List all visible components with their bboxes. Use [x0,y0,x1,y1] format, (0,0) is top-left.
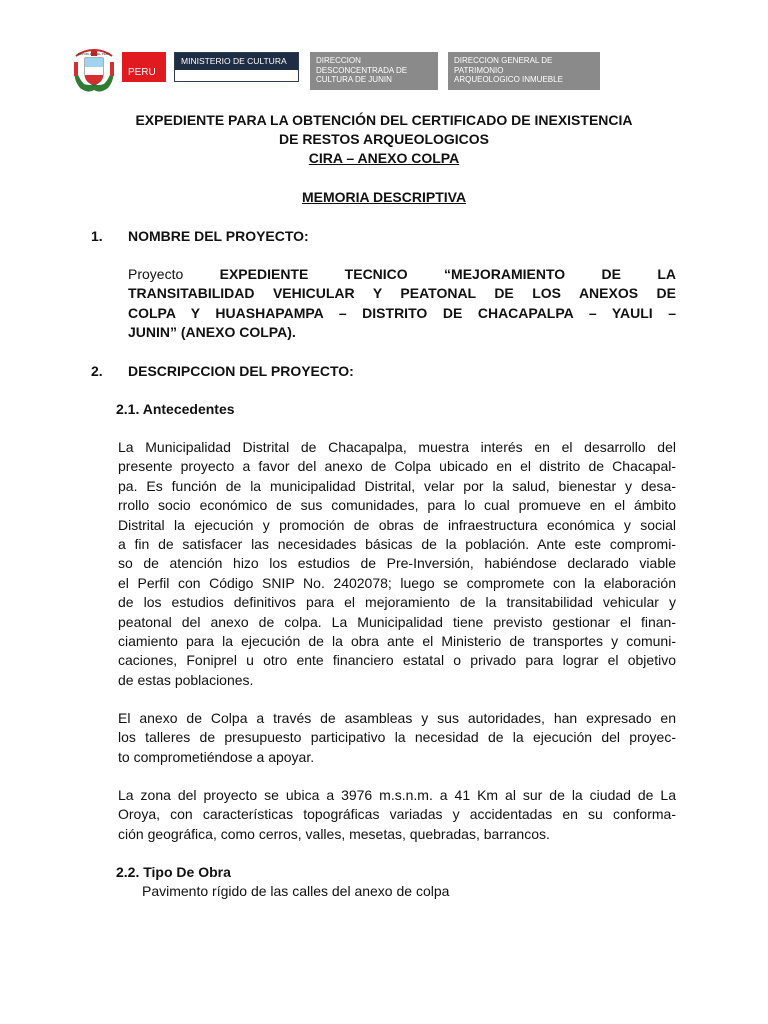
tipo-de-obra-text-wrap [142,882,682,901]
document-title-line-2: DE RESTOS ARQUEOLOGICOS [278,131,490,147]
paragraph-line: JUNIN” (ANEXO COLPA). [128,324,296,341]
paragraph-line: ciamiento para la ejecución de la obra ante el Ministerio de transportes y comuni- [118,632,676,649]
antecedentes-paragraph-3 [118,786,676,844]
section-number: 1. [91,228,103,244]
ministry-label: MINISTERIO DE CULTURA [181,56,287,66]
antecedentes-paragraph-1 [118,438,676,690]
box2-line: DIRECCION GENERAL DE [454,56,553,65]
box1-line: CULTURA DE JUNIN [316,75,392,84]
paragraph-line: Oroya, con características topográficas variadas y accidentadas en su conforma- [118,806,676,823]
paragraph-line: El anexo de Colpa a través de asambleas y sus autoridades, han expresado en [118,710,676,726]
box1-line: DESCONCENTRADA DE [316,65,408,75]
paragraph-line: ción geográfica, como cerros, valles, mesetas, quebradas, barrancos. [118,825,550,842]
memoria-heading: MEMORIA DESCRIPTIVA [301,189,467,205]
regional-directorate-box [310,52,438,90]
paragraph-line: de estas poblaciones. [118,671,254,688]
memoria-wrap [0,188,768,207]
paragraph-line: so de atención hizo los estudios de Pre-Inversión, habiéndose declarado viable [118,555,676,572]
paragraph-line: caciones, Foniprel u otro ente financiero estatal o privado para lograr el objetivo [118,652,676,669]
tipo-de-obra-text: Pavimento rígido de las calles del anexo de colpa [142,883,450,899]
paragraph-line: el Perfil con Código SNIP No. 2402078; luego se compromete con la elaboración [118,574,676,591]
paragraph-line: to comprometiéndose a apoyar. [118,748,315,765]
section-title: DESCRIPCCION DEL PROYECTO: [128,363,354,379]
box1-line: DIRECCION [316,56,361,65]
project-prefix: Proyecto [128,266,184,282]
general-directorate-box [448,52,600,90]
paragraph-line: La zona del proyecto se ubica a 3976 m.s.n.m. a 41 Km al sur de la ciudad de La [118,787,676,803]
subsection-2-1-heading: 2.1. Antecedentes [116,401,235,417]
document-title-line-1: EXPEDIENTE PARA LA OBTENCIÓN DEL CERTIFICADO DE INEXISTENCIA [135,112,633,128]
paragraph-line: La Municipalidad Distrital de Chacapalpa, muestra interés en el desarrollo del [118,439,676,455]
document-header [0,0,768,100]
crest-text: REPUBLICA DEL PERU [77,52,111,56]
subsection-2-2-heading: 2.2. Tipo De Obra [116,864,231,880]
peru-coat-of-arms-icon [70,48,118,94]
section-number: 2. [91,363,103,379]
paragraph-line: de los estudios definitivos para el mejoramiento de la transitabilidad vehicular y [118,594,676,611]
paragraph-line: los talleres de presupuesto participativo la necesidad de la ejecución del proyec- [118,729,676,746]
box2-line: ARQUEOLOGICO INMUEBLE [454,75,563,84]
box2-line: PATRIMONIO [454,65,504,75]
paragraph-line: rrollo socio económico de sus comunidades, para lo cual promueve en el ámbito [118,497,676,514]
antecedentes-paragraph-2 [118,709,676,767]
peru-label: PERU [128,67,156,78]
paragraph-line: peatonal del anexo de colpa. La Municipalidad tiene previsto gestionar el finan- [118,613,676,630]
paragraph-line [128,265,676,284]
paragraph-line: presente proyecto a favor del anexo de Colpa ubicado en el distrito de Chacapal- [118,458,676,475]
document-subtitle-wrap [0,149,768,168]
ministry-label-box [174,52,299,82]
paragraph-line: TRANSITABILIDAD VEHICULAR Y PEATONAL DE LOS ANEXOS DE [128,285,676,302]
paragraph-line: a fin de satisfacer las necesidades básicas de la población. Ante este compromi- [118,535,676,552]
project-name-text: EXPEDIENTE TECNICO “MEJORAMIENTO DE LA [219,266,676,282]
peru-label-box [122,52,166,82]
project-name-paragraph [128,265,676,343]
paragraph-line: Distrital la ejecución y promoción de obras de infraestructura económica y social [118,516,676,533]
paragraph-line: pa. Es función de la municipalidad Distrital, velar por la salud, bienestar y desa- [118,477,676,494]
section-title: NOMBRE DEL PROYECTO: [128,228,309,244]
paragraph-line: COLPA Y HUASHAPAMPA – DISTRITO DE CHACAPALPA – YAULI – [128,304,676,321]
document-subtitle: CIRA – ANEXO COLPA [308,150,460,166]
